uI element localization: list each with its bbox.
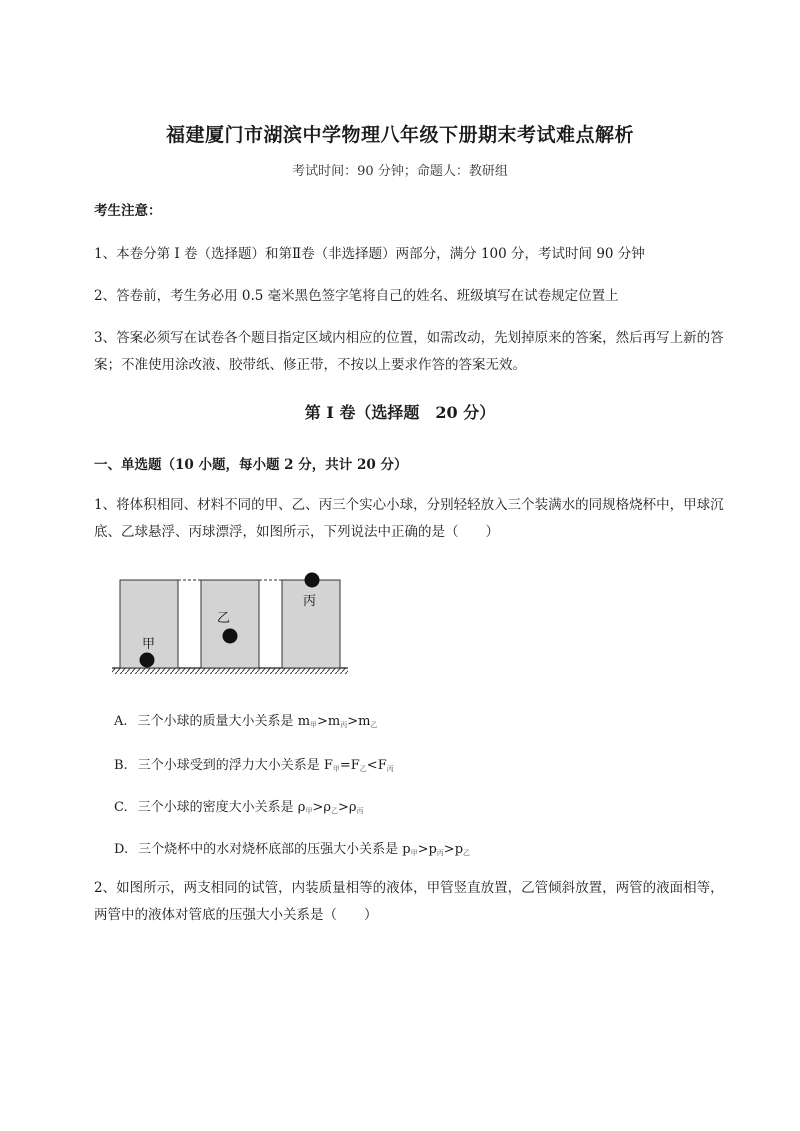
exam-info: 考试时间：90 分钟；命题人：教研组	[292, 164, 508, 179]
option-c-expr: $\rho_甲>\rho_乙>\rho_丙$	[297, 800, 364, 815]
option-a[interactable]	[114, 710, 377, 730]
label-bing: 丙	[303, 594, 317, 609]
option-b-text: 三个小球受到的浮力大小关系是	[137, 758, 320, 773]
option-a-expr: $m_甲>m_丙>m_乙$	[297, 714, 378, 729]
option-d-text: 三个烧杯中的水对烧杯底部的压强大小关系是	[138, 842, 399, 857]
option-b-letter: B.	[114, 758, 128, 773]
option-d-letter: D.	[114, 842, 129, 857]
page-title: 福建厦门市湖滨中学物理八年级下册期末考试难点解析	[165, 124, 634, 146]
option-c-text: 三个小球的密度大小关系是	[137, 800, 294, 815]
option-d-expr: $p_甲>p_丙>p_乙$	[402, 842, 471, 857]
option-c[interactable]	[114, 796, 364, 816]
option-b[interactable]	[114, 754, 394, 774]
option-d[interactable]	[114, 838, 470, 858]
question-group-heading: 一、单选题（10 小题，每小题 2 分，共计 20 分）	[94, 457, 408, 473]
ball-bing	[305, 573, 320, 588]
notice-heading: 考生注意：	[94, 203, 162, 219]
ball-jia	[140, 653, 155, 668]
notice-item-1: 1、本卷分第 I 卷（选择题）和第Ⅱ卷（非选择题）两部分，满分 100 分，考试时间 90 分钟	[94, 246, 645, 262]
ball-yi	[223, 629, 238, 644]
label-yi: 乙	[217, 611, 231, 626]
option-b-expr: $F_甲=F_乙<F_丙$	[323, 758, 394, 773]
ground-hatch	[112, 668, 348, 674]
beakers-figure	[112, 570, 352, 684]
question-2-stem: 2、如图所示，两支相同的试管，内装质量相等的液体，甲管竖直放置，乙管倾斜放置，两管的液面相等，两管中的液体对管底的压强大小关系是（ ）	[94, 880, 724, 923]
option-a-letter: A.	[114, 714, 128, 729]
beakers-diagram	[112, 570, 352, 680]
option-c-letter: C.	[114, 800, 128, 815]
question-1-stem: 1、将体积相同、材料不同的甲、乙、丙三个实心小球，分别轻轻放入三个装满水的同规格烧杯中，甲球沉底、乙球悬浮、丙球漂浮，如图所示，下列说法中正确的是（ ）	[94, 497, 724, 540]
notice-item-2: 2、答卷前，考生务必用 0.5 毫米黑色签字笔将自己的姓名、班级填写在试卷规定位置上	[94, 288, 619, 304]
label-jia: 甲	[142, 637, 156, 652]
notice-item-3: 3、答案必须写在试卷各个题目指定区域内相应的位置，如需改动，先划掉原来的答案，然后再写上新的答案；不准使用涂改液、胶带纸、修正带，不按以上要求作答的答案无效。	[94, 330, 724, 373]
section-title: 第 I 卷（选择题 20 分）	[304, 403, 496, 422]
option-a-text: 三个小球的质量大小关系是	[137, 714, 294, 729]
